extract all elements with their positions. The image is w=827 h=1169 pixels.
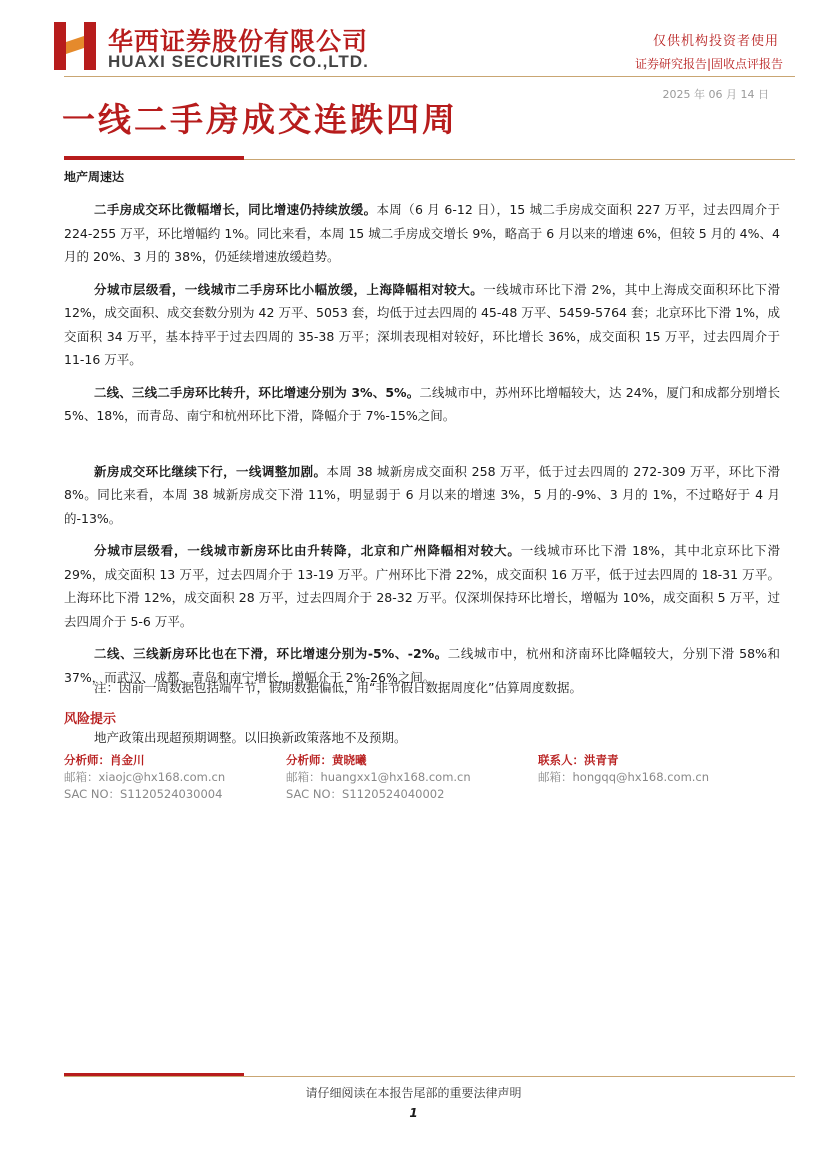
paragraph-text: 一线城市环比下滑 18%，其中北京环比下滑 29%，成交面积 13 万平，过去四周介于 13-19 万平。广州环比下滑 22%，成交面积 16 万平，低于过去四周的 18-31 万平。上海环比下滑 12%，成交面积 28 万平，过去四周介于 28-32 万平。仅深圳保持环比增长，增幅为 10%，成交面积 5 万平，过去四周介于 5-6 万平。 — [64, 543, 780, 629]
paragraph — [64, 198, 780, 269]
page-number: 1 — [409, 1106, 418, 1120]
section-label: 地产周速达 — [64, 170, 125, 184]
report-category: 证券研究报告|固收点评报告 — [634, 57, 783, 71]
risk-text: 地产政策出现超预期调整。以旧换新政策落地不及预期。 — [94, 730, 407, 745]
audience-label: 仅供机构投资者使用 — [652, 34, 779, 49]
company-name-cn: 华西证券股份有限公司 — [108, 27, 369, 56]
paragraph-text: 一线城市环比下滑 2%，其中上海成交面积环比下滑 12%，成交面积、成交套数分别为 42 万平、5053 套，均低于过去四周的 45-48 万平、5459-5764 套；北京环比下滑 1%，成交面积 34 万平，基本持平于过去四周的 35-38 万平；深圳表现相对较好，环比增长 36%，成交面积 15 万平，过去四周介于 11-16 万平。 — [64, 281, 780, 367]
contact-email: 邮箱：hongqq@hx168.com.cn — [538, 770, 710, 784]
paragraph-lead: 分城市层级看，一线城市二手房环比小幅放缓，上海降幅相对较大。 — [94, 281, 484, 297]
paragraph-lead: 二线、三线新房环比也在下滑，环比增速分别为-5%、-2%。 — [94, 646, 448, 661]
contact-name: 联系人：洪青青 — [538, 753, 619, 767]
report-body — [64, 198, 780, 698]
analyst-sac: SAC NO：S1120524030004 — [64, 787, 223, 801]
report-date: 2025 年 06 月 14 日 — [662, 88, 769, 101]
analyst-email: 邮箱：huangxx1@hx168.com.cn — [286, 770, 471, 784]
header-divider — [64, 76, 795, 77]
huaxi-logo-icon — [54, 22, 96, 70]
paragraph-text: 二线城市中，苏州环比增幅较大，达 24%，厦门和成都分别增长 5%、18%，而青岛、南宁和杭州环比下滑，降幅介于 7%-15%之间。 — [64, 384, 780, 423]
title-accent-bar — [64, 156, 244, 160]
company-name-en: HUAXI SECURITIES CO.,LTD. — [108, 52, 369, 71]
paragraph-text: 二线城市中，杭州和济南环比降幅较大，分别下滑 58%和 37%，而武汉、成都、青岛和南宁增长，增幅介于 2%-26%之间。 — [64, 646, 780, 685]
paragraph — [64, 381, 780, 428]
legal-disclaimer: 请仔细阅读在本报告尾部的重要法律声明 — [305, 1086, 522, 1100]
analyst-name: 分析师：肖金川 — [64, 753, 145, 767]
risk-heading: 风险提示 — [64, 712, 117, 727]
paragraph-text: 本周 38 城新房成交面积 258 万平，低于过去四周的 272-309 万平，环比下滑 8%。同比来看，本周 38 城新房成交下滑 11%，明显弱于 6 月以来的增速 3%，5 月的-9%、3 月的 1%，不过略好于 4 月的-13%。 — [64, 463, 780, 526]
paragraph-lead: 二线、三线二手房环比转升，环比增速分别为 3%、5%。 — [94, 384, 420, 400]
analyst-name: 分析师：黄晓曦 — [286, 753, 367, 767]
paragraph-text: 本周（6 月 6-12 日），15 城二手房成交面积 227 万平，过去四周介于 224-255 万平，环比增幅约 1%。同比来看，本周 15 城二手房成交增长 9%，略高于 6 月以来的增速 6%，但较 5 月的 4%、4 月的 20%、3 月的 38%，仍延续增速放缓趋势。 — [64, 202, 780, 264]
paragraph-lead: 新房成交环比继续下行，一线调整加剧。 — [94, 463, 327, 479]
analyst-email: 邮箱：xiaojc@hx168.com.cn — [64, 770, 226, 784]
contact-person — [538, 752, 709, 786]
analyst-contact — [286, 752, 471, 803]
analyst-sac: SAC NO：S1120524040002 — [286, 787, 445, 801]
report-title: 一线二手房成交连跌四周 — [62, 100, 458, 139]
footer-accent-bar — [64, 1073, 244, 1076]
paragraph-lead: 二手房成交环比微幅增长，同比增速仍持续放缓。 — [94, 202, 377, 217]
analyst-contact — [64, 752, 225, 803]
footer-divider — [64, 1076, 795, 1077]
paragraph-lead: 分城市层级看，一线城市新房环比由升转降，北京和广州降幅相对较大。 — [94, 543, 521, 558]
paragraph — [64, 278, 780, 372]
data-note: 注：因前一周数据包括端午节，假期数据偏低，用“非节假日数据周度化”估算周度数据。 — [94, 680, 582, 695]
paragraph — [64, 539, 780, 633]
paragraph — [64, 460, 780, 531]
